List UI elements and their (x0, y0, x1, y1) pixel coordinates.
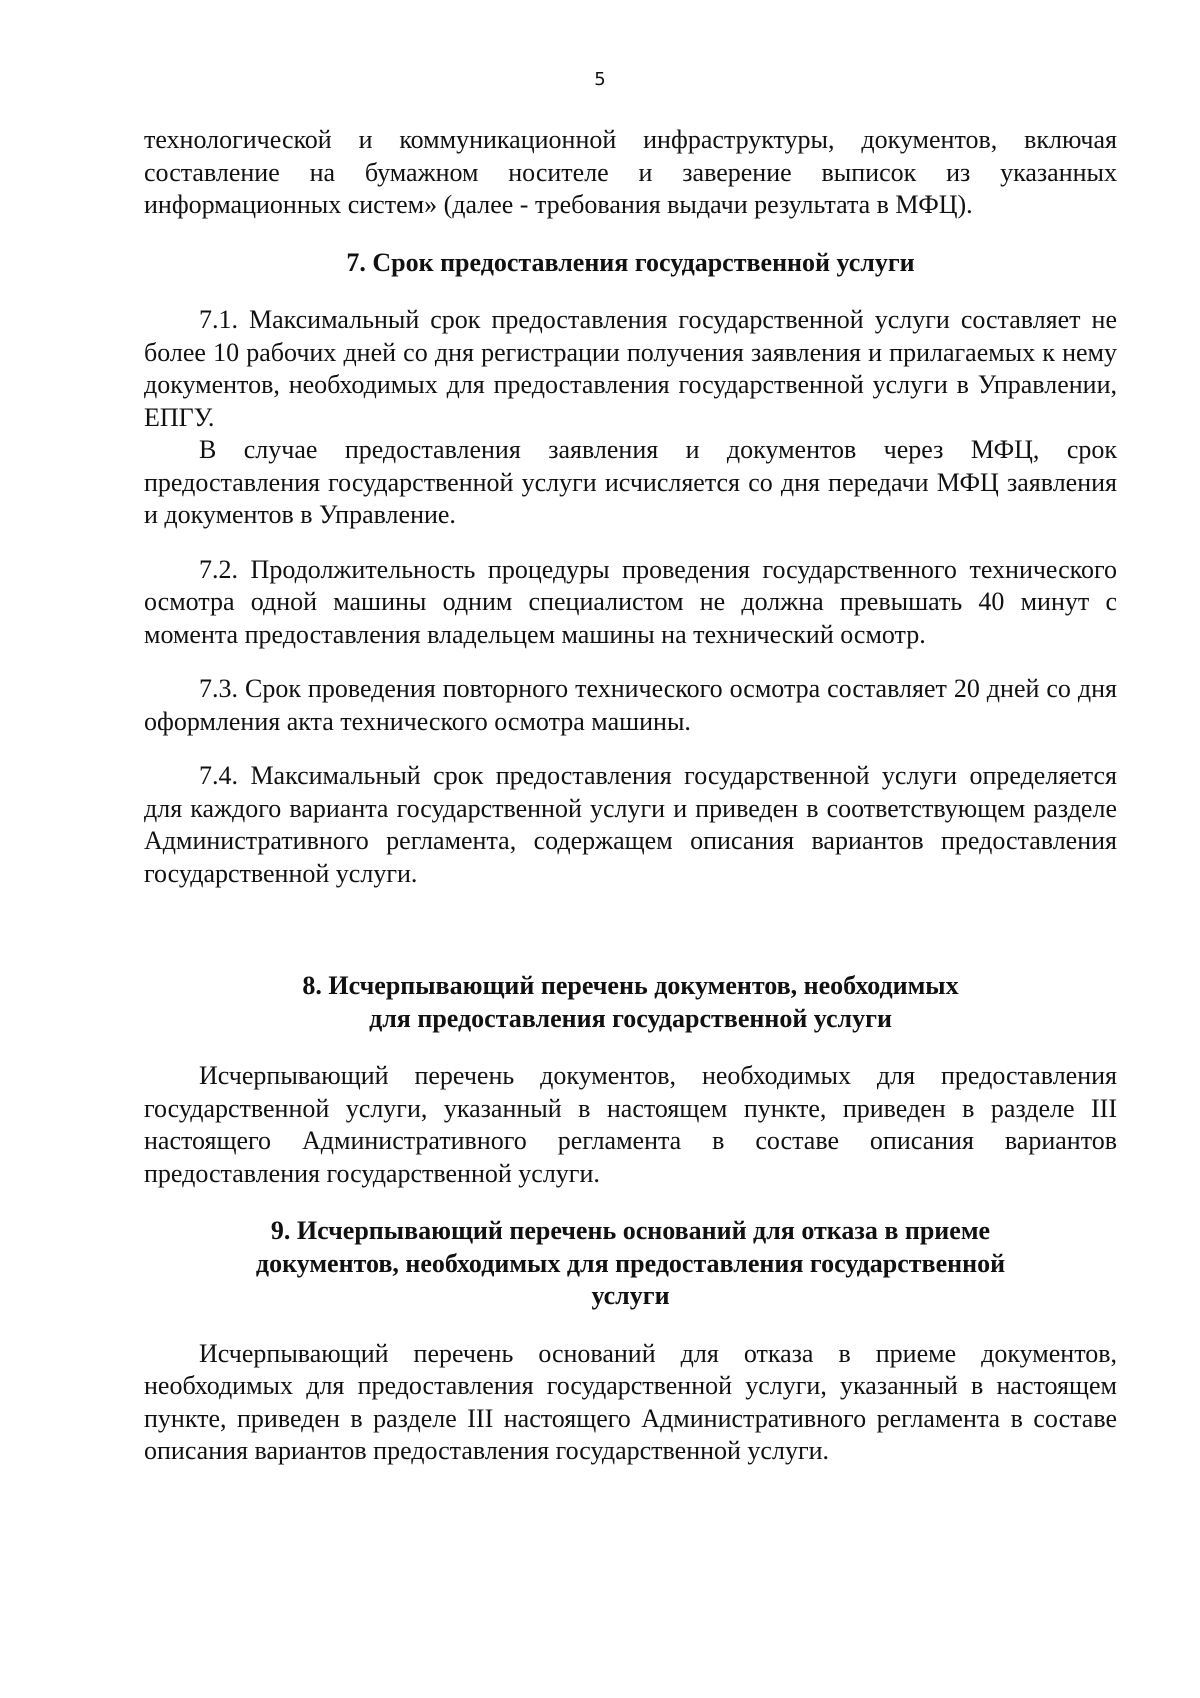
paragraph-7-1-mfc: В случае предоставления заявления и документов через МФЦ, срок предоставления государственной услуги исчисляется со дня передачи МФЦ заявления и документов в Управление. (144, 435, 1117, 529)
section-9-heading (144, 1215, 1117, 1313)
section-8-heading (144, 970, 1117, 1035)
paragraph-7-1: 7.1. Максимальный срок предоставления государственной услуги составляет не более 10 рабочих дней со дня регистрации получения заявления и прилагаемых к нему документов, необходимых для предоставления государственной услуги в Управлении, ЕПГУ. (144, 305, 1117, 432)
paragraph-7-4: 7.4. Максимальный срок предоставления государственной услуги определяется для каждого варианта государственной услуги и приведен в соответствующем разделе Административного регламента, содержащем описания вариантов предоставления государственной услуги. (144, 761, 1117, 888)
section-9-heading-line-3: услуги (591, 1281, 670, 1310)
section-9-heading-line-2: документов, необходимых для предоставления государственной (255, 1248, 1006, 1278)
section-8-heading-line-1: 8. Исчерпывающий перечень документов, необходимых (302, 971, 959, 1000)
section-7-heading: 7. Срок предоставления государственной услуги (346, 247, 915, 277)
page-number: 5 (594, 69, 606, 90)
paragraph-7-3: 7.3. Срок проведения повторного технического осмотра составляет 20 дней со дня оформления акта технического осмотра машины. (144, 674, 1117, 736)
section-9-heading-line-1: 9. Исчерпывающий перечень оснований для отказа в приеме (270, 1216, 991, 1245)
paragraph-8: Исчерпывающий перечень документов, необходимых для предоставления государственной услуги, указанный в настоящем пункте, приведен в разделе III настоящего Административного регламента в составе описания вариантов предоставления государственной услуги. (144, 1061, 1117, 1188)
paragraph-9: Исчерпывающий перечень оснований для отказа в приеме документов, необходимых для предоставления государственной услуги, указанный в настоящем пункте, приведен в разделе III настоящего Административного регламента в составе описания вариантов предоставления государственной услуги. (144, 1338, 1117, 1465)
section-8-heading-line-2: для предоставления государственной услуги (369, 1003, 892, 1033)
paragraph-intro: технологической и коммуникационной инфраструктуры, документов, включая составление на бумажном носителе и заверение выписок из указанных информационных систем» (далее - требования выдачи результата в МФЦ). (144, 125, 1117, 219)
paragraph-7-2: 7.2. Продолжительность процедуры проведения государственного технического осмотра одной машины одним специалистом не должна превышать 40 минут с момента предоставления владельцем машины на технический осмотр. (144, 554, 1117, 649)
document-body (144, 124, 1117, 1468)
